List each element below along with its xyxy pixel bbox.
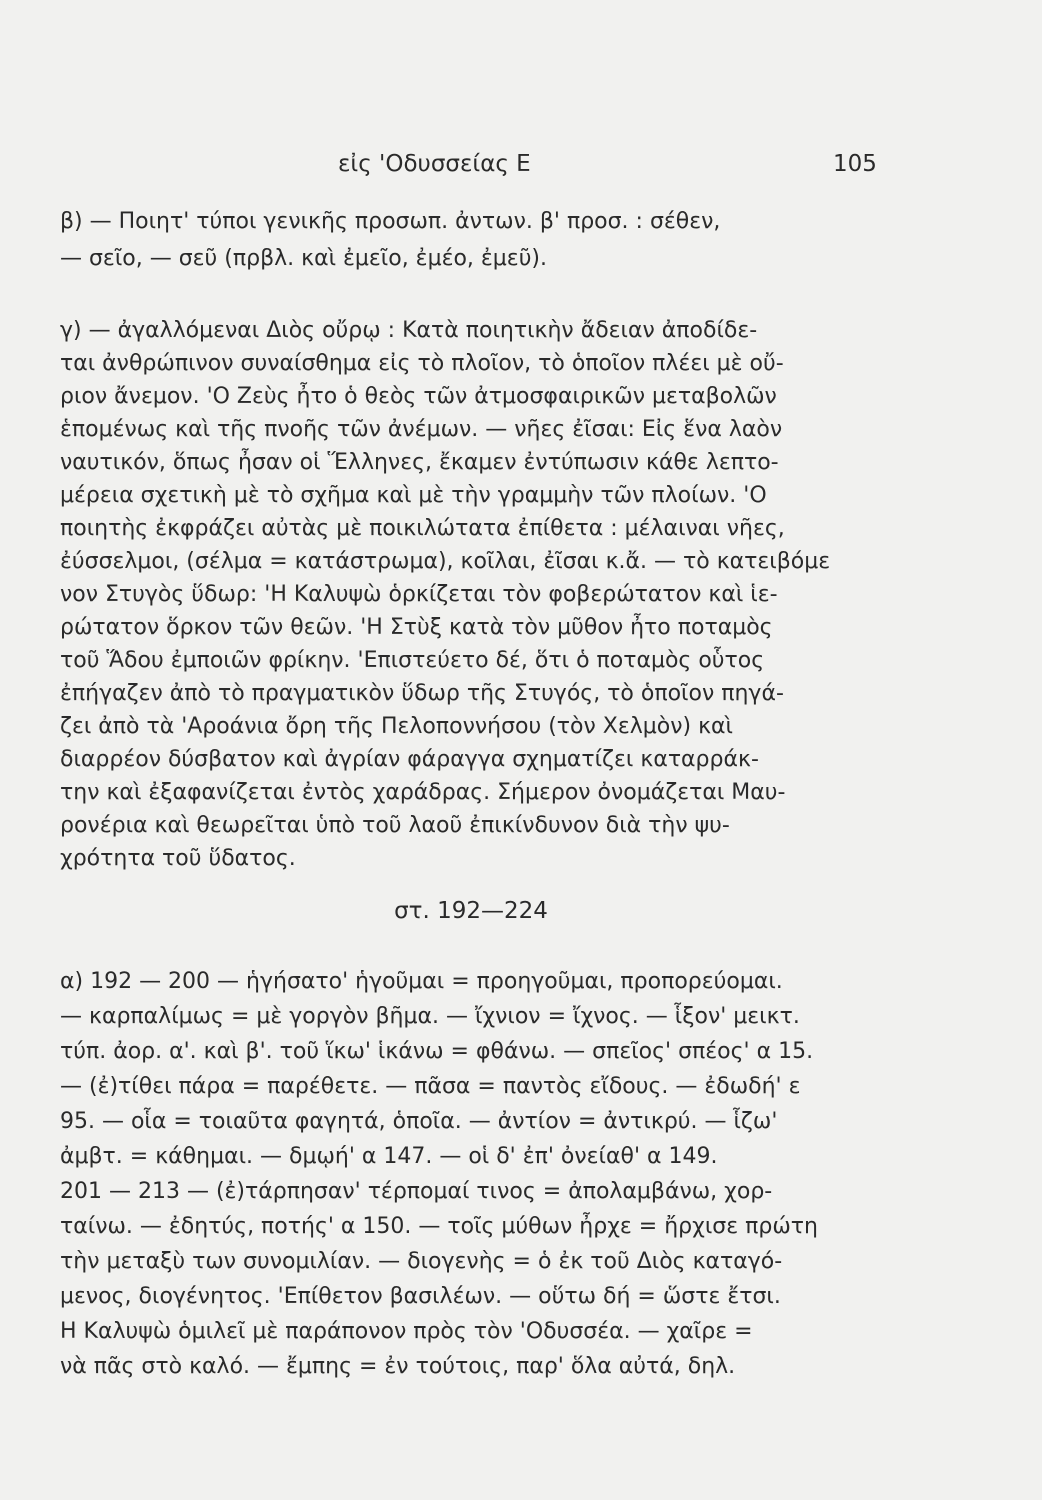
section-heading: στ. 192—224: [394, 898, 548, 924]
text-line: β) — Ποιητ' τύποι γενικῆς προσωπ. ἀντων. β' προσ. : σέθεν,: [60, 209, 721, 234]
text-line: νον Στυγὸς ὕδωρ: 'Η Καλυψὼ ὁρκίζεται τὸν φοβερώτατον καὶ ἱε-: [60, 582, 778, 607]
text-line: διαρρέον δύσβατον καὶ ἀγρίαν φάραγγα σχηματίζει καταρράκ-: [60, 747, 759, 772]
text-line: χρότητα τοῦ ὕδατος.: [60, 846, 296, 871]
text-line: ριον ἄνεμον. 'Ο Ζεὺς ἦτο ὁ θεὸς τῶν ἀτμοσφαιρικῶν μεταβολῶν: [60, 384, 777, 409]
text-line: α) 192 — 200 — ἡγήσατο' ἡγοῦμαι = προηγοῦμαι, προπορεύομαι.: [60, 969, 783, 994]
text-line: — (ἐ)τίθει πάρα = παρέθετε. — πᾶσα = παντὸς εἴδους. — ἐδωδή' ε: [60, 1074, 801, 1099]
text-line: ταίνω. — ἐδητύς, ποτής' α 150. — τοῖς μύθων ἦρχε = ἤρχισε πρώτη: [60, 1214, 818, 1239]
text-line: ται ἀνθρώπινον συναίσθημα εἰς τὸ πλοῖον, τὸ ὁποῖον πλέει μὲ οὔ-: [60, 351, 784, 376]
text-line: τύπ. ἀορ. α'. καὶ β'. τοῦ ἵκω' ἱκάνω = φθάνω. — σπεῖος' σπέος' α 15.: [60, 1039, 814, 1064]
text-line: ἐύσσελμοι, (σέλμα = κατάστρωμα), κοῖλαι, ἐῖσαι κ.ἄ. — τὸ κατειβόμε: [60, 549, 831, 574]
text-line: Η Καλυψὼ ὁμιλεῖ μὲ παράπονον πρὸς τὸν 'Οδυσσέα. — χαῖρε =: [60, 1319, 753, 1344]
text-line: — σεῖο, — σεῦ (πρβλ. καὶ ἐμεῖο, ἐμέο, ἐμεῦ).: [60, 246, 547, 271]
text-line: νὰ πᾶς στὸ καλό. — ἔμπης = ἐν τούτοις, παρ' ὅλα αὐτά, δηλ.: [60, 1354, 736, 1379]
text-line: γ) — ἀγαλλόμεναι Διὸς οὔρῳ : Κατὰ ποιητικὴν ἄδειαν ἀποδίδε-: [60, 318, 758, 343]
text-line: 95. — οἷα = τοιαῦτα φαγητά, ὁποῖα. — ἀντίον = ἀντικρύ. — ἷζω': [60, 1109, 778, 1134]
text-line: ἀμβτ. = κάθημαι. — δμῳή' α 147. — οἱ δ' ἐπ' ὀνείαθ' α 149.: [60, 1144, 718, 1169]
text-line: ποιητὴς ἐκφράζει αὐτὰς μὲ ποικιλώτατα ἐπίθετα : μέλαιναι νῆες,: [60, 516, 785, 541]
text-line: ρώτατον ὅρκον τῶν θεῶν. 'Η Στὺξ κατὰ τὸν μῦθον ἦτο ποταμὸς: [60, 615, 773, 640]
text-line: ἐπήγαζεν ἀπὸ τὸ πραγματικὸν ὕδωρ τῆς Στυγός, τὸ ὁποῖον πηγά-: [60, 681, 784, 706]
text-line: μενος, διογένητος. 'Επίθετον βασιλέων. — οὕτω δή = ὥστε ἔτσι.: [60, 1284, 781, 1309]
text-line: ρονέρια καὶ θεωρεῖται ὑπὸ τοῦ λαοῦ ἐπικίνδυνον διὰ τὴν ψυ-: [60, 813, 730, 838]
running-header: [0, 151, 1042, 183]
text-line: — καρπαλίμως = μὲ γοργὸν βῆμα. — ἴχνιον = ἴχνος. — ἷξον' μεικτ.: [60, 1004, 800, 1029]
text-line: μέρεια σχετικὴ μὲ τὸ σχῆμα καὶ μὲ τὴν γραμμὴν τῶν πλοίων. 'Ο: [60, 483, 767, 508]
text-line: ζει ἀπὸ τὰ 'Αροάνια ὄρη τῆς Πελοποννήσου (τὸν Χελμὸν) καὶ: [60, 714, 733, 739]
page-number: 105: [833, 151, 877, 177]
text-line: τοῦ Ἅδου ἐμποιῶν φρίκην. 'Επιστεύετο δέ, ὅτι ὁ ποταμὸς οὗτος: [60, 648, 765, 673]
text-line: 201 — 213 — (ἐ)τάρπησαν' τέρπομαί τινος = ἀπολαμβάνω, χορ-: [60, 1179, 773, 1204]
text-line: τὴν μεταξὺ των συνομιλίαν. — διογενὴς = ὁ ἐκ τοῦ Διὸς καταγό-: [60, 1249, 783, 1274]
text-line: ναυτικόν, ὅπως ἦσαν οἱ Ἕλληνες, ἔκαμεν ἐντύπωσιν κάθε λεπτο-: [60, 450, 779, 475]
running-title: εἰς 'Οδυσσείας Ε: [338, 151, 531, 177]
text-line: ἑπομένως καὶ τῆς πνοῆς τῶν ἀνέμων. — νῆες ἐῖσαι: Εἰς ἕνα λαὸν: [60, 417, 783, 442]
text-line: την καὶ ἐξαφανίζεται ἐντὸς χαράδρας. Σήμερον ὀνομάζεται Μαυ-: [60, 780, 786, 805]
